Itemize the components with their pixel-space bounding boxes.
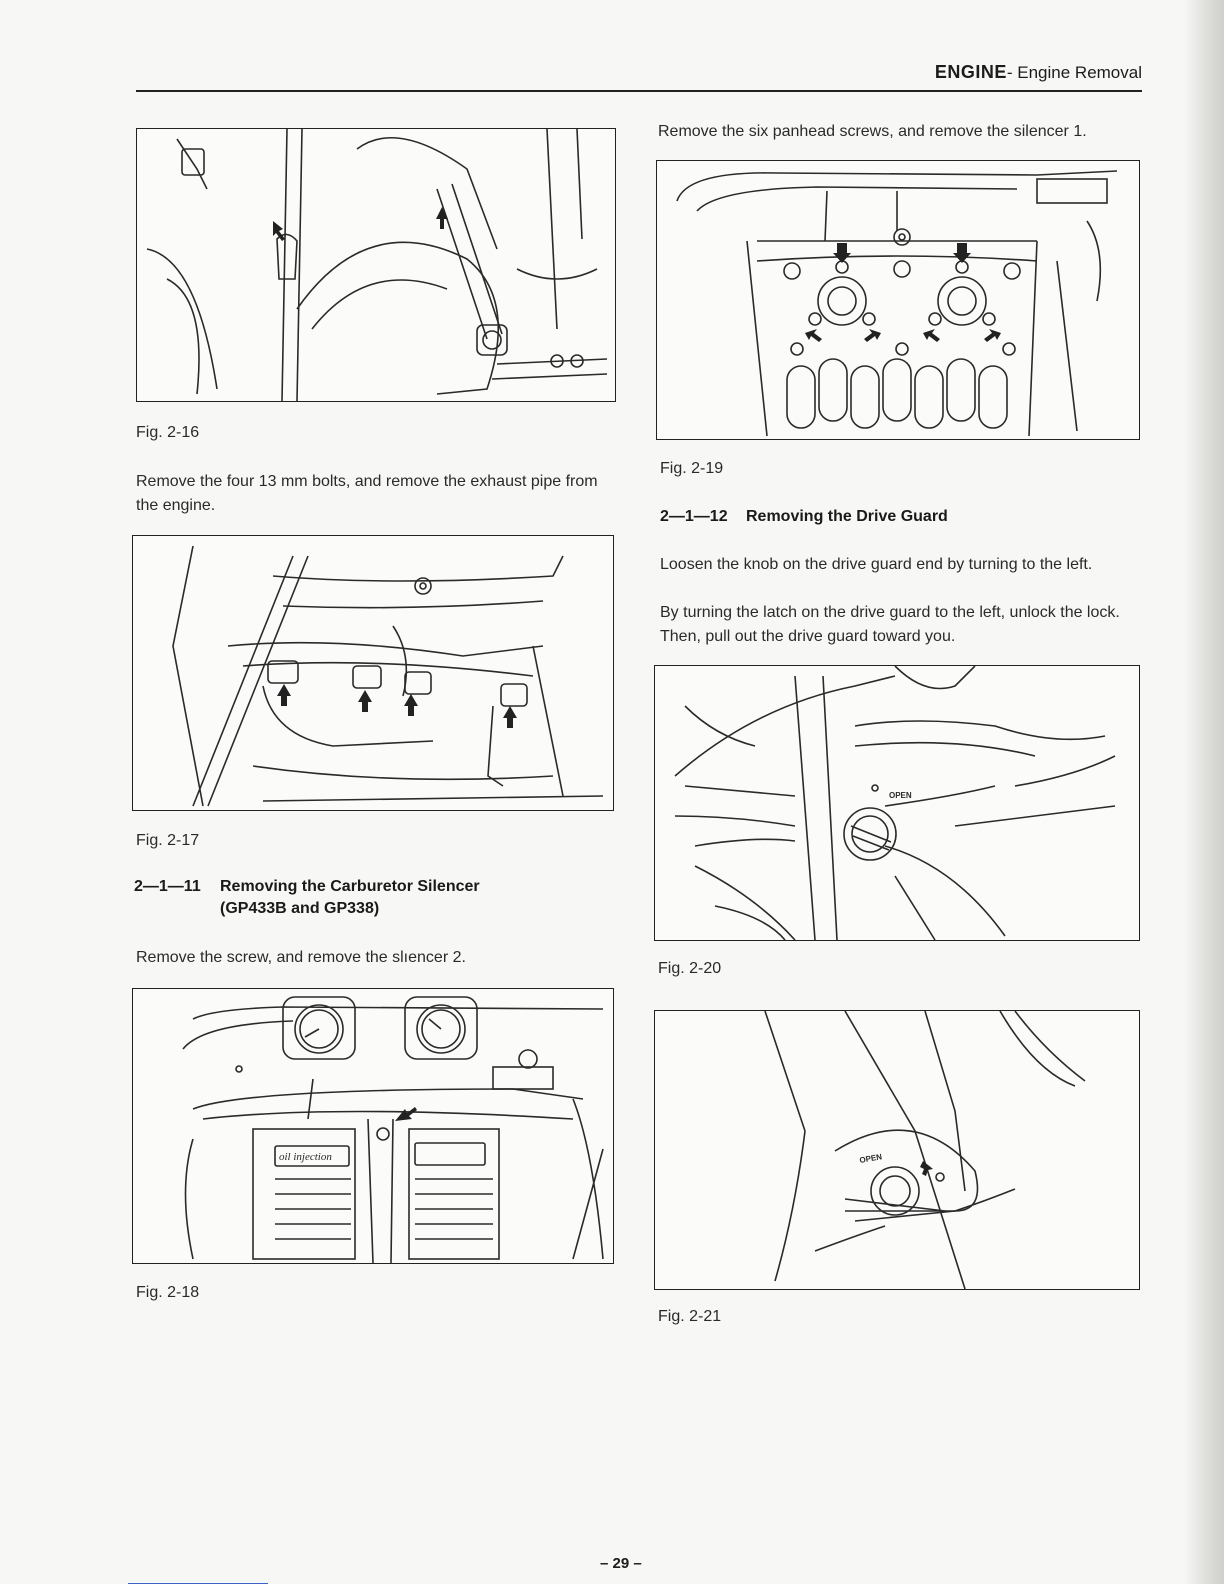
page-number: – 29 –: [600, 1555, 642, 1572]
figure-2-21-drawing: [655, 1011, 1139, 1289]
label-oil-injection: oil injection: [279, 1151, 332, 1163]
section-heading-2-1-12: [660, 506, 1140, 528]
header-rule: [136, 90, 1142, 92]
label-open-fig-20: OPEN: [889, 791, 912, 800]
caption-fig-2-21: Fig. 2-21: [658, 1308, 722, 1325]
section-heading-2-1-11: [134, 876, 614, 920]
figure-2-20-drawing: [655, 666, 1139, 940]
caption-fig-2-16: Fig. 2-16: [136, 424, 200, 441]
caption-fig-2-20: Fig. 2-20: [658, 960, 722, 977]
section-number: 2—1—12: [660, 508, 728, 525]
paragraph-exhaust: Remove the four 13 mm bolts, and remove the exhaust pipe from the engine.: [136, 473, 598, 514]
section-title: Removing the Carburetor Silencer: [220, 878, 480, 895]
page-edge-shadow: [1184, 0, 1224, 1584]
header-section: ENGINE: [934, 62, 1007, 82]
caption-fig-2-18: Fig. 2-18: [136, 1284, 200, 1301]
paragraph-silencer-1: Remove the six panhead screws, and remove the silencer 1.: [658, 123, 1087, 140]
caption-fig-2-17: Fig. 2-17: [136, 832, 200, 849]
paragraph-knob: Loosen the knob on the drive guard end by turning to the left.: [660, 556, 1093, 573]
paragraph-silencer-2: Remove the screw, and remove the slıencer 2.: [136, 949, 466, 966]
running-header: [935, 62, 1142, 83]
figure-2-17: [132, 535, 614, 811]
section-title-line2: (GP433B and GP338): [220, 900, 380, 917]
figure-2-18: [132, 988, 614, 1264]
label-open-fig-21: OPEN: [858, 1152, 883, 1165]
figure-2-21: [654, 1010, 1140, 1290]
paragraph-latch: By turning the latch on the drive guard to the left, unlock the lock. Then, pull out the drive guard toward you.: [660, 604, 1120, 645]
figure-2-16: [136, 128, 616, 402]
figure-2-18-drawing: [133, 989, 613, 1263]
figure-2-16-drawing: [137, 129, 615, 401]
section-title: Removing the Drive Guard: [746, 508, 948, 525]
figure-2-17-drawing: [133, 536, 613, 810]
header-subsection: - Engine Removal: [1006, 63, 1142, 82]
caption-fig-2-19: Fig. 2-19: [660, 460, 724, 477]
figure-2-19-drawing: [657, 161, 1139, 439]
section-number: 2—1—11: [134, 878, 201, 895]
figure-2-19: [656, 160, 1140, 440]
figure-2-20: [654, 665, 1140, 941]
